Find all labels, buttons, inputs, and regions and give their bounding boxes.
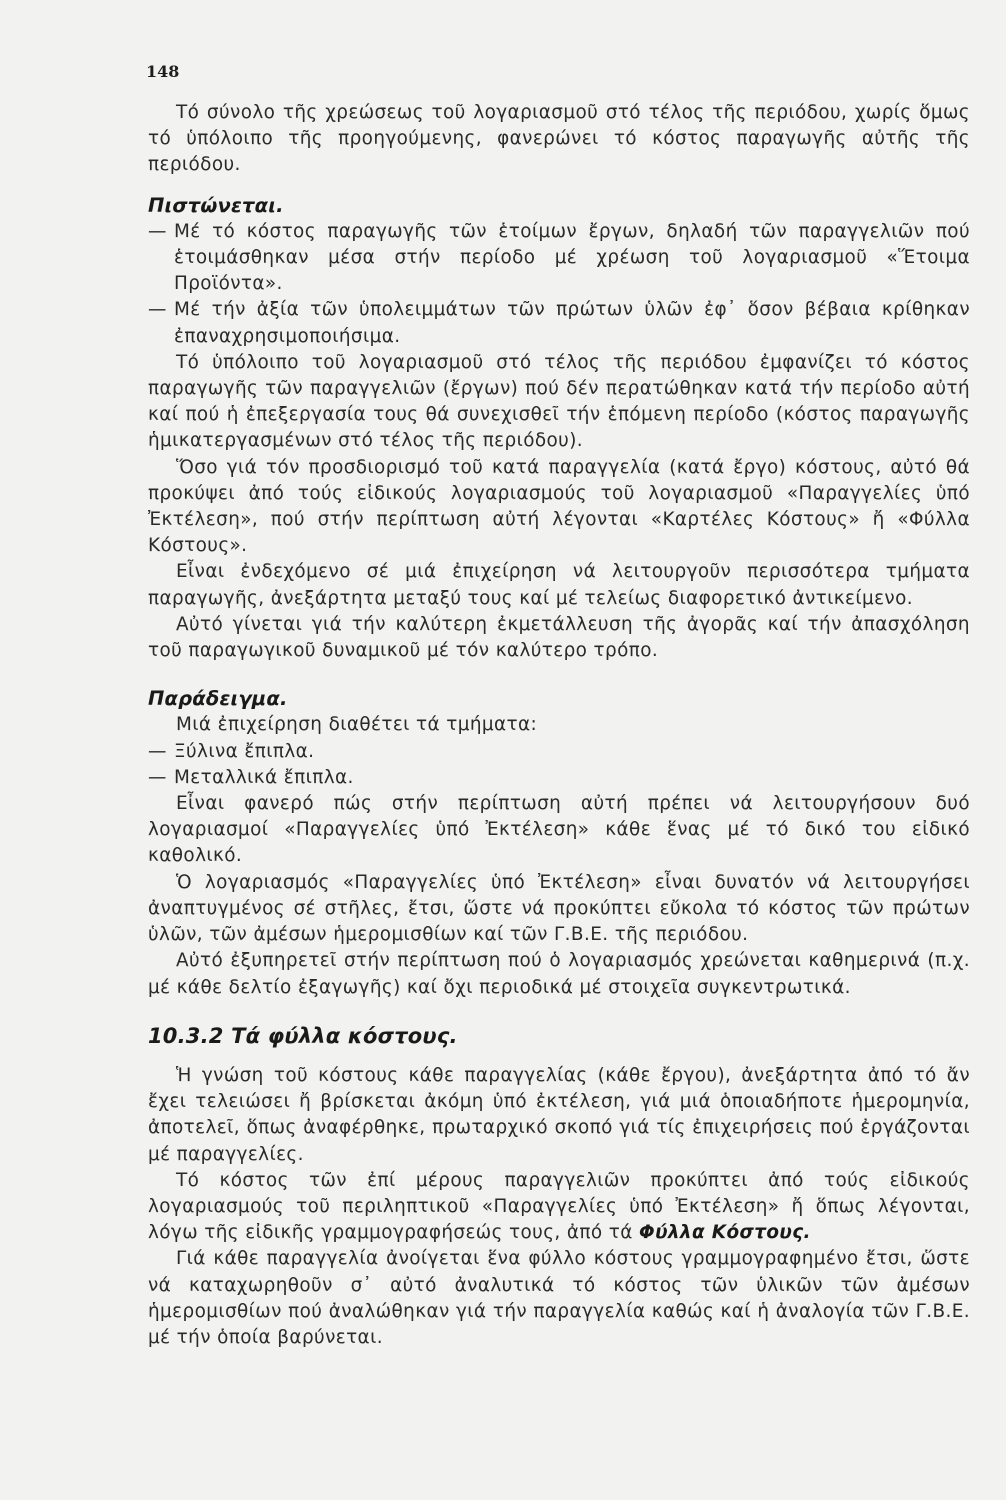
credit-item-2 [148, 297, 970, 349]
paragraph-sheet: Γιά κάθε παραγγελία ἀνοίγεται ἕνα φύλλο κόστους γραμμογραφημένο ἔτσι, ὥστε νά καταχωρηθοῦν σ᾽ αὐτό ἀναλυτικά τό κόστος τῶν ὑλικῶν τῶν ἀμέσων ἡμερομισθίων πού ἀναλώθηκαν γιά τήν παραγγελία καθώς καί ἡ ἀναλογία τῶν Γ.Β.Ε. μέ τήν ὁποία βαρύνεται. [148, 1248, 970, 1348]
example-item-2-text: Μεταλλικά ἔπιπλα. [174, 766, 354, 788]
example-intro: Μιά ἐπιχείρηση διαθέτει τά τμήματα: [176, 714, 538, 736]
paragraph-order-cost: Ὅσο γιά τόν προσδιορισμό τοῦ κατά παραγγελία (κατά ἔργο) κόστους, αὐτό θά προκύψει ἀπό τούς εἰδικούς λογαριασμούς τοῦ λογαριασμοῦ «Παραγγελίες ὑπό Ἐκτέλεση», πού στήν περίπτωση αὐτή λέγονται «Καρτέλες Κόστους» ἤ «Φύλλα Κόστους». [148, 456, 970, 557]
dash-marker: — [148, 766, 167, 788]
paragraph-balance: Τό ὑπόλοιπο τοῦ λογαριασμοῦ στό τέλος τῆς περιόδου ἐμφανίζει τό κόστος παραγωγῆς τῶν παραγγελιῶν (ἔργων) πού δέν περατώθηκαν κατά τήν περίοδο αὐτή καί πού ἡ ἐπεξεργασία τους θά συνεχισθεῖ τήν ἑπόμενη περίοδο (κόστος παραγωγῆς ἡμικατεργασμένων στό τέλος τῆς περιόδου). [148, 351, 970, 452]
paragraph-columns: Ὁ λογαριασμός «Παραγγελίες ὑπό Ἐκτέλεση» εἶναι δυνατόν νά λειτουργήσει ἀναπτυγμένος σέ στῆλες, ἔτσι, ὥστε νά προκύπτει εὔκολα τό κόστος τῶν πρώτων ὑλῶν, τῶν ἀμέσων ἡμερομισθίων καί τῶν Γ.Β.Ε. τῆς περιόδου. [148, 871, 970, 946]
paragraph-two-accounts: Εἶναι φανερό πώς στήν περίπτωση αὐτή πρέπει νά λειτουργήσουν δυό λογαριασμοί «Παραγγελίες ὑπό Ἐκτέλεση» κάθε ἕνας μέ τό δικό του εἰδικό καθολικό. [148, 793, 970, 867]
example-item-1-text: Ξύλινα ἔπιπλα. [174, 740, 315, 762]
example-item-2 [148, 765, 970, 791]
paragraph-daily: Αὐτό ἐξυπηρετεῖ στήν περίπτωση πού ὁ λογαριασμός χρεώνεται καθημερινά (π.χ. μέ κάθε δελτίο ἐξαγωγῆς) καί ὄχι περιοδικά μέ στοιχεῖα συγκεντρωτικά. [148, 950, 970, 998]
paragraph-departments: Εἶναι ἐνδεχόμενο σέ μιά ἐπιχείρηση νά λειτουργοῦν περισσότερα τμήματα παραγωγῆς, ἀνεξάρτητα μεταξύ τους καί μέ τελείως διαφορετικό ἀντικείμενο. [148, 561, 970, 609]
paragraph-intro: Τό σύνολο τῆς χρεώσεως τοῦ λογαριασμοῦ στό τέλος τῆς περιόδου, χωρίς ὅμως τό ὑπόλοιπο τῆς προηγούμενης, φανερώνει τό κόστος παραγωγῆς αὐτῆς τῆς περιόδου. [148, 102, 970, 176]
page-body [148, 100, 970, 1351]
paragraph-cost-orders [148, 1168, 970, 1247]
page-number: 148 [146, 62, 180, 81]
paragraph-cost-orders-text: Τό κόστος τῶν ἐπί μέρους παραγγελιῶν προκύπτει ἀπό τούς εἰδικούς λογαριασμούς τοῦ περιληπτικοῦ «Παραγγελίες ὑπό Ἐκτέλεση» ἤ ὅπως λέγονται, λόγω τῆς εἰδικῆς γραμμογραφήσεώς τους, ἀπό τά [148, 1169, 970, 1244]
dash-marker: — [148, 220, 167, 242]
paragraph-knowledge: Ἡ γνώση τοῦ κόστους κάθε παραγγελίας (κάθε ἔργου), ἀνεξάρτητα ἀπό τό ἄν ἔχει τελειώσει ἤ βρίσκεται ἀκόμη ὑπό ἐκτέλεση, γιά μιά ὁποιαδήποτε ἡμερομηνία, ἀποτελεῖ, ὅπως ἀναφέρθηκε, πρωταρχικό σκοπό γιά τίς ἐπιχειρήσεις πού ἐργάζονται μέ παραγγελίες. [148, 1064, 970, 1165]
emphasis-cost-sheets: Φύλλα Κόστους. [639, 1222, 811, 1244]
paragraph-market: Αὐτό γίνεται γιά τήν καλύτερη ἐκμετάλλευση τῆς ἀγορᾶς καί τήν ἀπασχόληση τοῦ παραγωγικοῦ δυναμικοῦ μέ τόν καλύτερο τρόπο. [148, 613, 970, 662]
dash-marker: — [148, 740, 167, 762]
credit-item-1 [148, 219, 970, 298]
section-heading: 10.3.2 Τά φύλλα κόστους. [148, 1023, 458, 1048]
example-item-1 [148, 739, 970, 765]
dash-marker: — [148, 299, 167, 321]
heading-credited: Πιστώνεται. [148, 193, 284, 217]
credit-item-2-text: Μέ τήν ἀξία τῶν ὑπολειμμάτων τῶν πρώτων ὑλῶν ἐφ᾽ ὅσον βέβαια κρίθηκαν ἐπαναχρησιμοποιήσιμα. [174, 299, 970, 347]
credit-item-1-text: Μέ τό κόστος παραγωγῆς τῶν ἑτοίμων ἔργων, δηλαδή τῶν παραγγελιῶν πού ἑτοιμάσθηκαν μέσα στήν περίοδο μέ χρέωση τοῦ λογαριασμοῦ «Ἕτοιμα Προϊόντα». [174, 220, 970, 295]
heading-example: Παράδειγμα. [148, 687, 288, 711]
